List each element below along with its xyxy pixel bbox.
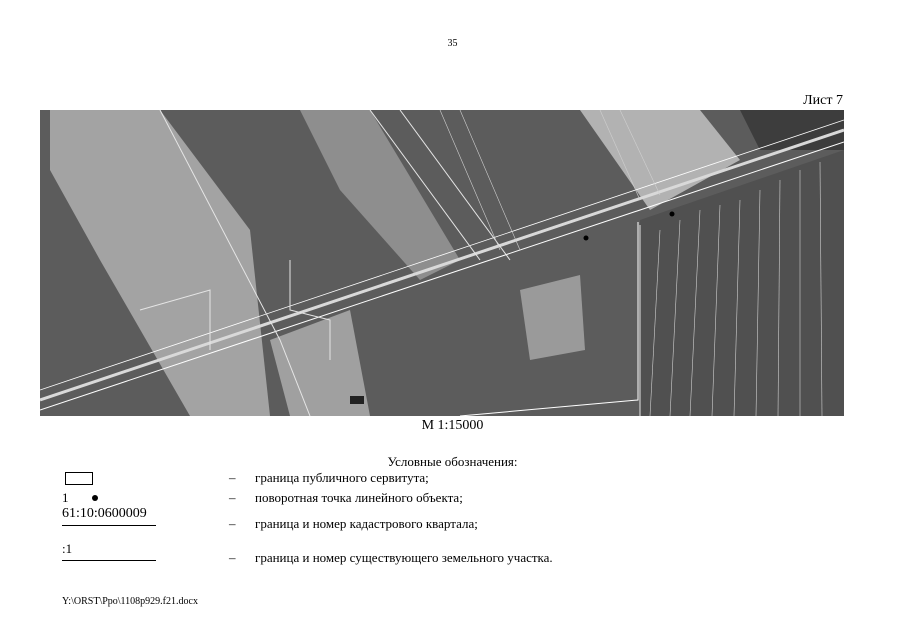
- point-number: 1: [62, 490, 69, 505]
- turning-point-marker: [670, 212, 675, 217]
- scale-label: М 1:15000: [421, 418, 484, 433]
- file-path: Y:\ORST\Ppo\1108p929.f21.docx: [62, 596, 198, 607]
- map-graphic: [40, 110, 844, 416]
- legend-dash: –: [229, 550, 236, 565]
- legend-item-land-parcel: [62, 541, 762, 565]
- turning-point-marker: [584, 236, 589, 241]
- legend-description: поворотная точка линейного объекта;: [255, 490, 463, 505]
- legend-description: граница и номер кадастрового квартала;: [255, 516, 478, 531]
- building-marker: [350, 396, 364, 404]
- point-dot-icon: [92, 495, 98, 501]
- servitude-boundary-symbol: [65, 472, 93, 485]
- quarter-number: 61:10:0600009: [62, 506, 147, 521]
- legend-title: Условные обозначения:: [387, 454, 518, 469]
- sheet-label: Лист 7: [803, 93, 843, 108]
- parcel-number: :1: [62, 541, 73, 556]
- legend-item-servitude-boundary: [62, 470, 762, 490]
- legend-dash: –: [229, 470, 236, 485]
- quarter-line-symbol: [62, 525, 156, 526]
- legend-description: граница публичного сервитута;: [255, 470, 429, 485]
- legend-item-cadastral-quarter: [62, 506, 762, 531]
- legend-dash: –: [229, 490, 236, 505]
- legend-description: граница и номер существующего земельного участка.: [255, 550, 553, 565]
- page-number: 35: [447, 38, 458, 49]
- legend-item-turning-point: [62, 490, 762, 510]
- map-image: [40, 110, 844, 416]
- light-field-5: [520, 275, 585, 360]
- parcel-line-symbol: [62, 560, 156, 561]
- legend-dash: –: [229, 516, 236, 531]
